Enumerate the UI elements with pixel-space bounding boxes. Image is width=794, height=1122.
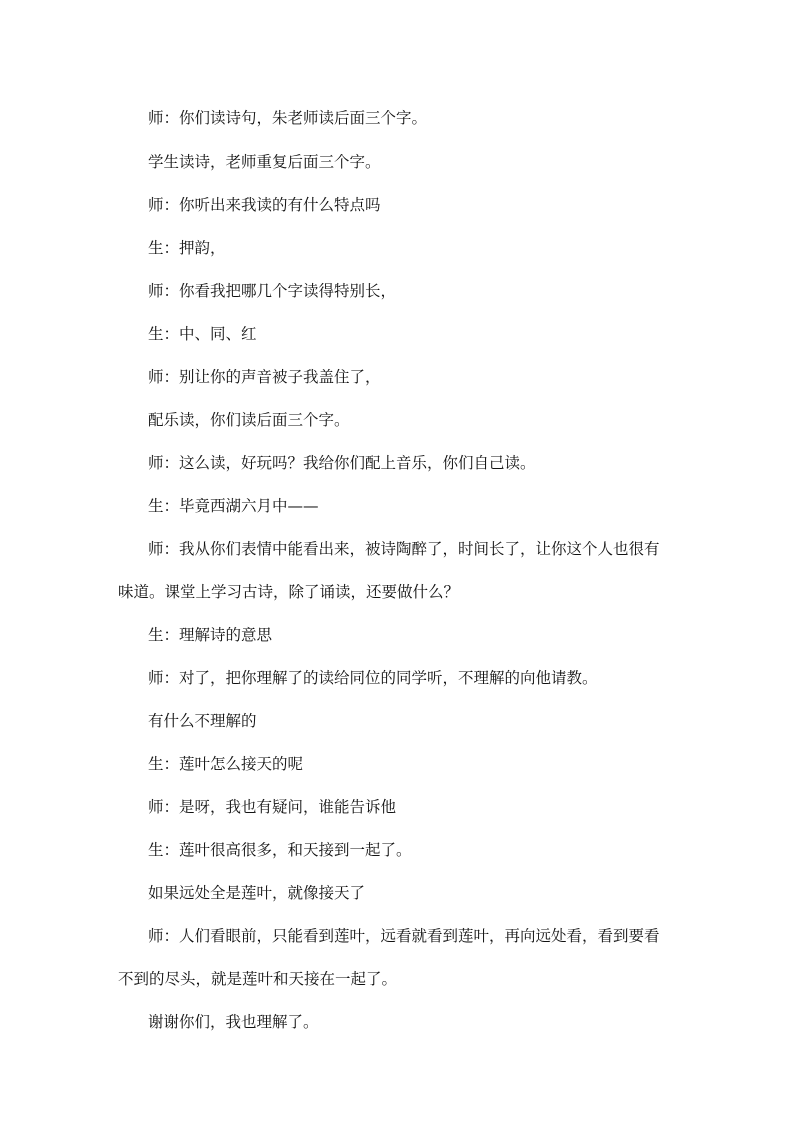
paragraph-10: 生：毕竟西湖六月中—— (148, 497, 319, 515)
paragraph-14: 有什么不理解的 (148, 712, 257, 730)
paragraph-17: 生：莲叶很高很多，和天接到一起了。 (148, 841, 412, 859)
paragraph-19-continued: 不到的尽头，就是莲叶和天接在一起了。 (118, 970, 398, 988)
paragraph-3: 师：你听出来我读的有什么特点吗 (148, 196, 381, 214)
paragraph-16: 师：是呀，我也有疑问，谁能告诉他 (148, 798, 397, 816)
paragraph-9: 师：这么读，好玩吗？我给你们配上音乐，你们自己读。 (148, 454, 536, 472)
paragraph-8: 配乐读，你们读后面三个字。 (148, 411, 350, 429)
paragraph-15: 生：莲叶怎么接天的呢 (148, 755, 304, 773)
paragraph-7: 师：别让你的声音被子我盖住了， (148, 368, 381, 386)
paragraph-11: 师：我从你们表情中能看出来，被诗陶醉了，时间长了，让你这个人也很有 (148, 540, 660, 558)
paragraph-12: 生：理解诗的意思 (148, 626, 273, 644)
paragraph-19: 师：人们看眼前，只能看到莲叶，远看就看到莲叶，再向远处看，看到要看 (148, 927, 660, 945)
paragraph-13: 师：对了，把你理解了的读给同位的同学听，不理解的向他请教。 (148, 669, 598, 687)
paragraph-11-continued: 味道。课堂上学习古诗，除了诵读，还要做什么？ (118, 583, 460, 601)
paragraph-18: 如果远处全是莲叶，就像接天了 (148, 884, 366, 902)
paragraph-6: 生：中、同、红 (148, 325, 257, 343)
paragraph-1: 师：你们读诗句，朱老师读后面三个字。 (148, 109, 428, 127)
paragraph-20: 谢谢你们，我也理解了。 (148, 1013, 319, 1031)
paragraph-2: 学生读诗，老师重复后面三个字。 (148, 153, 381, 171)
paragraph-4: 生：押韵， (148, 239, 226, 257)
paragraph-5: 师：你看我把哪几个字读得特别长， (148, 282, 397, 300)
